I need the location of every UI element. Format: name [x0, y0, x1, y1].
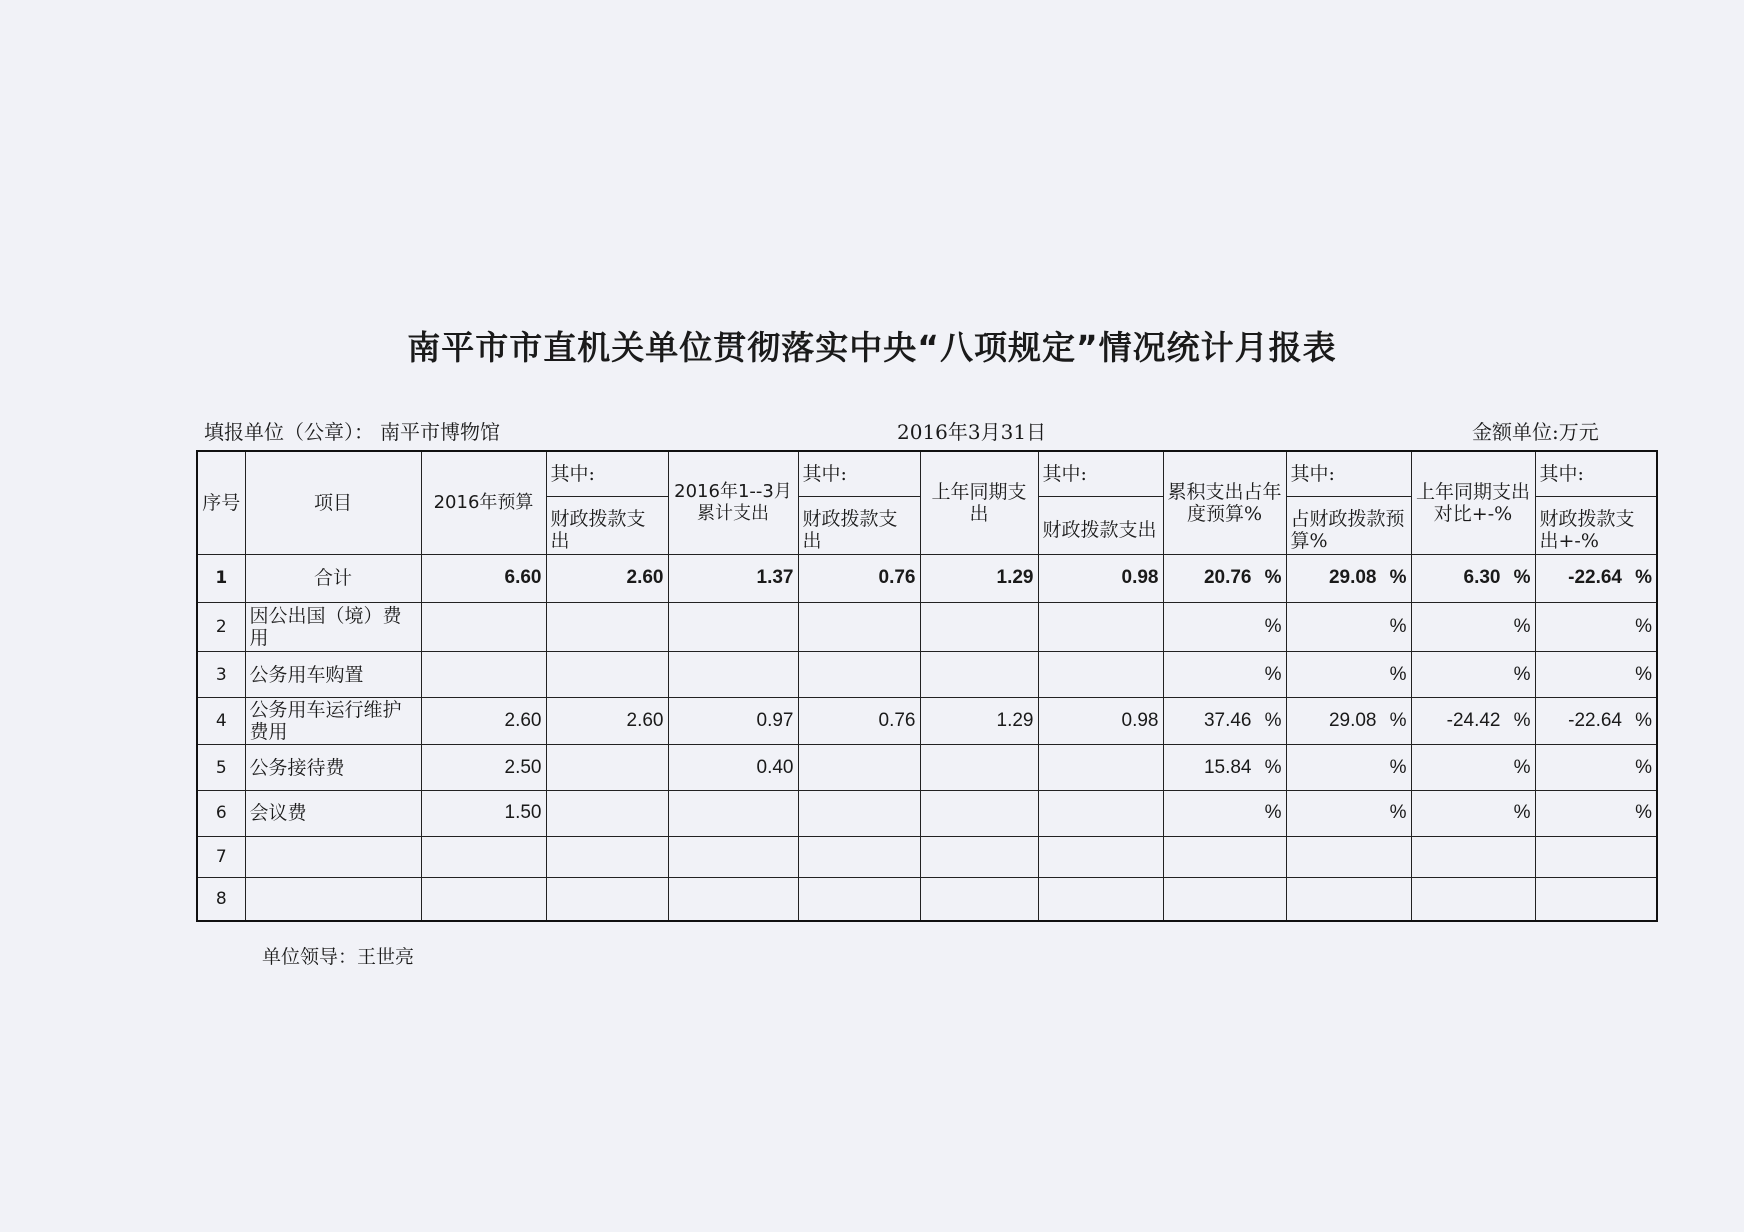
- table-row: [197, 745, 1657, 791]
- cell-ly-fiscal: [1038, 602, 1163, 652]
- cell-p2: [1286, 877, 1411, 921]
- cell-p4: [1535, 745, 1657, 791]
- cell-p3: [1411, 555, 1535, 603]
- percent-sign: %: [1389, 756, 1407, 778]
- filing-unit-label: 填报单位（公章）：: [204, 420, 374, 444]
- cell-budget-fiscal: [546, 652, 668, 698]
- cell-p4: [1535, 836, 1657, 877]
- cell-cum: 0.40: [668, 745, 798, 791]
- cell-p3: [1411, 877, 1535, 921]
- cell-budget: [421, 877, 546, 921]
- header-yoy: 上年同期支出对比+-%: [1411, 451, 1535, 555]
- cell-p1: [1163, 652, 1286, 698]
- cell-seq: 8: [197, 877, 245, 921]
- percent-sign: %: [1635, 756, 1652, 778]
- unit-leader-name: 王世亮: [357, 946, 415, 968]
- cell-p1: [1163, 836, 1286, 877]
- report-title: 南平市市直机关单位贯彻落实中央“八项规定”情况统计月报表: [407, 328, 1337, 367]
- cell-p2: [1286, 602, 1411, 652]
- percent-sign: %: [1513, 710, 1531, 732]
- cell-budget-fiscal: [546, 877, 668, 921]
- header-budget: 2016年预算: [421, 451, 546, 555]
- percent-sign: %: [1264, 663, 1282, 685]
- cell-p1: [1163, 877, 1286, 921]
- table-row: [197, 877, 1657, 921]
- cell-seq: 7: [197, 836, 245, 877]
- cell-cum: [668, 652, 798, 698]
- cell-cum-fiscal: 0.76: [798, 555, 920, 603]
- cell-seq: 6: [197, 791, 245, 837]
- table-row: [197, 652, 1657, 698]
- cell-budget: [421, 652, 546, 698]
- filing-unit-name: 南平市博物馆: [380, 420, 500, 444]
- cell-p2: [1286, 791, 1411, 837]
- percent-sign: %: [1513, 802, 1531, 824]
- percent-sign: %: [1389, 802, 1407, 824]
- percent-sign: %: [1635, 615, 1652, 637]
- cell-ly: [920, 652, 1038, 698]
- pct-value: 29.08: [1328, 710, 1377, 732]
- header-seq: 序号: [197, 451, 245, 555]
- cell-p2: [1286, 555, 1411, 603]
- cell-p1: [1163, 602, 1286, 652]
- cell-p4: [1535, 652, 1657, 698]
- percent-sign: %: [1513, 756, 1531, 778]
- header-ly-fiscal: 财政拨款支出: [1038, 497, 1163, 555]
- cell-item: 公务用车运行维护费用: [245, 697, 421, 745]
- percent-sign: %: [1389, 710, 1407, 732]
- cell-p3: [1411, 602, 1535, 652]
- cell-p4: [1535, 602, 1657, 652]
- cell-cum-fiscal: [798, 652, 920, 698]
- cell-item: 会议费: [245, 791, 421, 837]
- table-row: [197, 602, 1657, 652]
- cell-item: 合计: [245, 555, 421, 603]
- header-fiscal-yoy: 财政拨款支出+-%: [1535, 497, 1657, 555]
- table-row: [197, 697, 1657, 745]
- percent-sign: %: [1264, 710, 1282, 732]
- cell-item: 公务用车购置: [245, 652, 421, 698]
- cell-ly-fiscal: 0.98: [1038, 555, 1163, 603]
- cell-item: 公务接待费: [245, 745, 421, 791]
- percent-sign: %: [1513, 663, 1531, 685]
- cell-p3: [1411, 652, 1535, 698]
- cell-p1: [1163, 697, 1286, 745]
- cell-budget-fiscal: [546, 745, 668, 791]
- pct-value: -22.64: [1568, 567, 1622, 589]
- cell-cum: 0.97: [668, 697, 798, 745]
- cell-p2: [1286, 652, 1411, 698]
- pct-value: 6.30: [1463, 567, 1501, 589]
- header-row-top: [197, 451, 1657, 497]
- filing-unit: [204, 416, 500, 445]
- cell-seq: 1: [197, 555, 245, 603]
- cell-ly-fiscal: [1038, 791, 1163, 837]
- percent-sign: %: [1389, 663, 1407, 685]
- percent-sign: %: [1513, 567, 1531, 589]
- cell-p3: [1411, 697, 1535, 745]
- cell-ly: 1.29: [920, 555, 1038, 603]
- header-pct-fiscal: 占财政拨款预算%: [1286, 497, 1411, 555]
- unit-leader-label: 单位领导：: [262, 946, 358, 968]
- percent-sign: %: [1264, 756, 1282, 778]
- header-cum-fiscal: 财政拨款支出: [798, 497, 920, 555]
- cell-cum-fiscal: [798, 602, 920, 652]
- cell-ly: 1.29: [920, 697, 1038, 745]
- header-last-year: 上年同期支出: [920, 451, 1038, 555]
- percent-sign: %: [1389, 615, 1407, 637]
- cell-ly: [920, 745, 1038, 791]
- cell-cum: [668, 602, 798, 652]
- percent-sign: %: [1264, 567, 1282, 589]
- cell-cum-fiscal: 0.76: [798, 697, 920, 745]
- cell-budget: 2.60: [421, 697, 546, 745]
- cell-cum: 1.37: [668, 555, 798, 603]
- header-item: 项目: [245, 451, 421, 555]
- header-of-which-3: 其中:: [1038, 451, 1163, 497]
- cell-cum: [668, 791, 798, 837]
- percent-sign: %: [1389, 567, 1407, 589]
- cell-item: [245, 877, 421, 921]
- pct-value: 15.84: [1203, 756, 1252, 778]
- percent-sign: %: [1635, 802, 1652, 824]
- header-of-which-5: 其中:: [1535, 451, 1657, 497]
- cell-budget-fiscal: [546, 791, 668, 837]
- header-cumulative: 2016年1--3月累计支出: [668, 451, 798, 555]
- cell-p4: [1535, 697, 1657, 745]
- cell-p2: [1286, 697, 1411, 745]
- cell-item: [245, 836, 421, 877]
- pct-value: -22.64: [1568, 710, 1622, 732]
- cell-budget: 1.50: [421, 791, 546, 837]
- cell-ly-fiscal: [1038, 877, 1163, 921]
- cell-p1: [1163, 791, 1286, 837]
- cell-seq: 2: [197, 602, 245, 652]
- cell-p4: [1535, 791, 1657, 837]
- cell-ly: [920, 836, 1038, 877]
- table-row: [197, 555, 1657, 603]
- cell-ly: [920, 602, 1038, 652]
- cell-p1: [1163, 745, 1286, 791]
- pct-value: -24.42: [1446, 710, 1501, 732]
- cell-seq: 3: [197, 652, 245, 698]
- cell-cum-fiscal: [798, 745, 920, 791]
- cell-p1: [1163, 555, 1286, 603]
- money-unit: 金额单位:万元: [1472, 420, 1599, 444]
- cell-ly-fiscal: 0.98: [1038, 697, 1163, 745]
- cell-budget: [421, 836, 546, 877]
- cell-ly-fiscal: [1038, 836, 1163, 877]
- cell-cum: [668, 836, 798, 877]
- cell-item: 因公出国（境）费用: [245, 602, 421, 652]
- percent-sign: %: [1513, 615, 1531, 637]
- cell-cum-fiscal: [798, 836, 920, 877]
- cell-p3: [1411, 791, 1535, 837]
- cell-budget: 2.50: [421, 745, 546, 791]
- header-of-which-1: 其中:: [546, 451, 668, 497]
- pct-value: 20.76: [1203, 567, 1252, 589]
- cell-ly-fiscal: [1038, 652, 1163, 698]
- cell-budget: 6.60: [421, 555, 546, 603]
- cell-budget: [421, 602, 546, 652]
- header-pct-budget: 累积支出占年度预算%: [1163, 451, 1286, 555]
- percent-sign: %: [1264, 802, 1282, 824]
- cell-p2: [1286, 836, 1411, 877]
- percent-sign: %: [1635, 710, 1652, 732]
- cell-seq: 5: [197, 745, 245, 791]
- percent-sign: %: [1264, 615, 1282, 637]
- cell-p3: [1411, 836, 1535, 877]
- cell-ly: [920, 791, 1038, 837]
- pct-value: 29.08: [1328, 567, 1377, 589]
- unit-leader: [262, 942, 414, 969]
- table-row: [197, 791, 1657, 837]
- table-row: [197, 836, 1657, 877]
- cell-budget-fiscal: [546, 602, 668, 652]
- cell-ly-fiscal: [1038, 745, 1163, 791]
- cell-ly: [920, 877, 1038, 921]
- cell-budget-fiscal: 2.60: [546, 697, 668, 745]
- cell-p4: [1535, 877, 1657, 921]
- cell-cum-fiscal: [798, 791, 920, 837]
- cell-seq: 4: [197, 697, 245, 745]
- statistics-table: [196, 450, 1658, 922]
- cell-p4: [1535, 555, 1657, 603]
- header-budget-fiscal: 财政拨款支出: [546, 497, 668, 555]
- header-of-which-2: 其中:: [798, 451, 920, 497]
- cell-cum: [668, 877, 798, 921]
- cell-p2: [1286, 745, 1411, 791]
- cell-budget-fiscal: [546, 836, 668, 877]
- report-date: 2016年3月31日: [897, 420, 1047, 444]
- cell-p3: [1411, 745, 1535, 791]
- pct-value: 37.46: [1203, 710, 1252, 732]
- header-of-which-4: 其中:: [1286, 451, 1411, 497]
- cell-cum-fiscal: [798, 877, 920, 921]
- percent-sign: %: [1635, 663, 1652, 685]
- cell-budget-fiscal: 2.60: [546, 555, 668, 603]
- percent-sign: %: [1635, 567, 1652, 589]
